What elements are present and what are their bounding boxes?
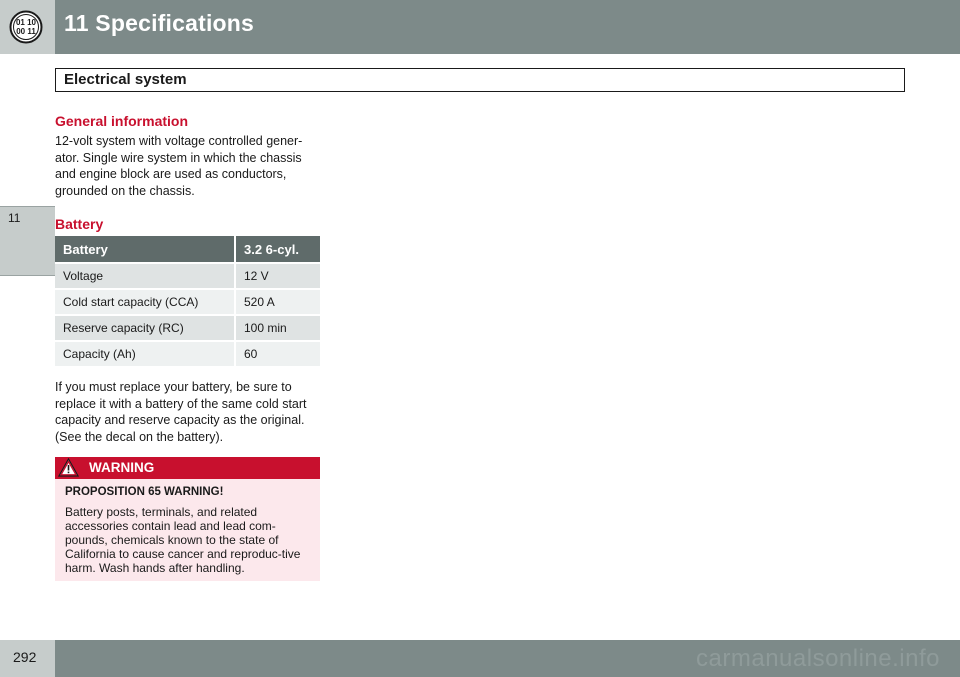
warning-subheading: PROPOSITION 65 WARNING! <box>65 486 224 498</box>
table-cell: Voltage <box>55 263 235 289</box>
table-row <box>55 341 320 366</box>
chapter-tab-label: 11 <box>8 211 21 225</box>
warning-label: WARNING <box>89 460 155 475</box>
table-cell: 12 V <box>235 263 320 289</box>
table-row <box>55 289 320 315</box>
battery-note: If you must replace your battery, be sure to replace it with a battery of the same cold start capacity and reserve capacity as the original. (See the decal on the battery). <box>55 380 307 444</box>
table-cell: Capacity (Ah) <box>55 341 235 366</box>
warning-triangle-icon <box>58 458 79 477</box>
warning-text: Battery posts, terminals, and related accessories contain lead and lead com-pounds, chemicals known to the state of California to cause cancer and reproduc-tive harm. Wash hands after handling. <box>65 505 301 575</box>
chapter-badge <box>0 0 55 54</box>
table-row <box>55 315 320 341</box>
warning-header <box>55 457 320 479</box>
table-cell: 100 min <box>235 315 320 341</box>
section-title: Electrical system <box>64 71 187 88</box>
page-number: 292 <box>13 649 37 665</box>
general-info-heading: General information <box>55 113 189 129</box>
table-row <box>55 263 320 289</box>
watermark: carmanualsonline.info <box>696 645 940 672</box>
battery-heading: Battery <box>55 216 104 232</box>
warning-box <box>55 457 320 581</box>
table-cell: Reserve capacity (RC) <box>55 315 235 341</box>
binary-chapter-icon <box>9 10 43 44</box>
table-header-cell: 3.2 6-cyl. <box>235 236 320 263</box>
section-header <box>55 68 905 92</box>
general-info-text: 12-volt system with voltage controlled gener-ator. Single wire system in which the chassis and engine block are used as conductors, grounded on the chassis. <box>55 134 303 198</box>
battery-spec-table <box>55 236 320 366</box>
icon-text-top: 01 10 <box>15 18 37 27</box>
page-title: 11 Specifications <box>64 10 255 36</box>
table-cell: 520 A <box>235 289 320 315</box>
table-cell: 60 <box>235 341 320 366</box>
table-cell: Cold start capacity (CCA) <box>55 289 235 315</box>
table-header-row <box>55 236 320 263</box>
icon-text-bottom: 00 11 <box>16 27 36 36</box>
side-tab-strip <box>0 54 55 640</box>
table-header-cell: Battery <box>55 236 235 263</box>
